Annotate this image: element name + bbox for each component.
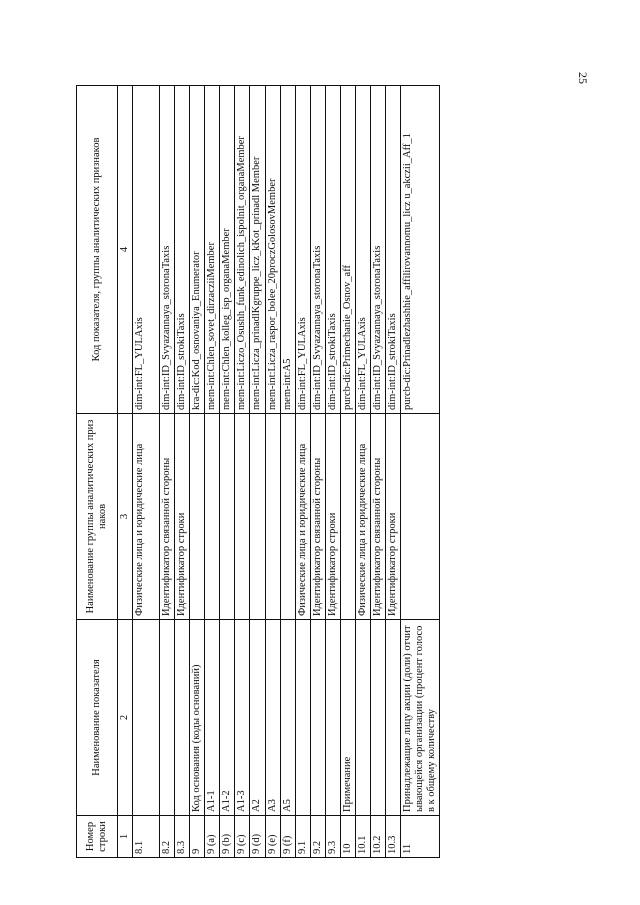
cell-code: mem-int:Liczo_Osushh_funk_edinolich_ispolnit_organaMember	[235, 86, 250, 414]
table-row	[310, 86, 325, 858]
cell-row-number: 10	[340, 816, 355, 858]
table-row	[340, 86, 355, 858]
cell-row-number: 9.1	[295, 816, 310, 858]
col-number: 2	[118, 620, 133, 816]
table-row	[280, 86, 295, 858]
cell-group: Идентификатор строки	[386, 414, 401, 620]
cell-indicator: Примечание	[340, 620, 355, 816]
col-number: 1	[118, 816, 133, 858]
table-row	[133, 86, 160, 858]
cell-code: dim-int:ID_strokiTaxis	[325, 86, 340, 414]
cell-group: Идентификатор связанной стороны	[310, 414, 325, 620]
cell-code: dim-int:ID_Svyazannaya_storonaTaxis	[160, 86, 175, 414]
cell-group: Идентификатор строки	[175, 414, 190, 620]
cell-row-number: 8.1	[133, 816, 160, 858]
rotated-page	[76, 86, 536, 858]
cell-row-number: 9.2	[310, 816, 325, 858]
cell-code: dim-int:ID_Svyazannaya_storonaTaxis	[370, 86, 385, 414]
cell-group	[340, 414, 355, 620]
cell-indicator: Принадлежащие лицу акции (доли) отчитывающейся организации (процент голосов к общему количеству	[401, 620, 440, 816]
cell-row-number: 9	[190, 816, 205, 858]
table-row	[386, 86, 401, 858]
table-row	[265, 86, 280, 858]
cell-row-number: 9.3	[325, 816, 340, 858]
column-number-row	[118, 86, 133, 858]
cell-code: dim-int:FL_YULAxis	[355, 86, 370, 414]
cell-indicator: Код основания (коды оснований)	[190, 620, 205, 816]
table-row	[235, 86, 250, 858]
cell-group	[205, 414, 220, 620]
cell-code: dim-int:FL_YULAxis	[295, 86, 310, 414]
table-row	[370, 86, 385, 858]
cell-group	[220, 414, 235, 620]
cell-code: dim-int:FL_YULAxis	[133, 86, 160, 414]
page-number: 25	[576, 72, 590, 84]
cell-indicator	[370, 620, 385, 816]
cell-indicator	[295, 620, 310, 816]
table-header-row	[77, 86, 118, 858]
cell-row-number: 11	[401, 816, 440, 858]
header-code: Код показателя, группы аналитических признаков	[77, 86, 118, 414]
col-number: 3	[118, 414, 133, 620]
cell-row-number: 9 (d)	[250, 816, 265, 858]
cell-indicator	[133, 620, 160, 816]
table-row	[355, 86, 370, 858]
cell-row-number: 9 (c)	[235, 816, 250, 858]
cell-code: mem-int:Chlen_sovet_dirzacziiMember	[205, 86, 220, 414]
cell-code: dim-int:ID_strokiTaxis	[386, 86, 401, 414]
cell-indicator: A1-2	[220, 620, 235, 816]
cell-row-number: 8.2	[160, 816, 175, 858]
cell-indicator	[386, 620, 401, 816]
cell-group	[401, 414, 440, 620]
cell-row-number: 9 (e)	[265, 816, 280, 858]
cell-group: Идентификатор строки	[325, 414, 340, 620]
cell-code: purcb-dic:Primechanie_Osnov_aff	[340, 86, 355, 414]
cell-row-number: 10.1	[355, 816, 370, 858]
cell-indicator: A3	[265, 620, 280, 816]
cell-code: purcb-dic:Prinadlezhashhie_affilirovannomu_licz u_akczii_Aff_1	[401, 86, 440, 414]
cell-group: Физические лица и юридические лица	[355, 414, 370, 620]
cell-group	[265, 414, 280, 620]
cell-code: mem-int:Licza_prinadlKgruppe_licz_kKot_prinadl Member	[250, 86, 265, 414]
table-row	[160, 86, 175, 858]
cell-code: mem-int:Chlen_kolleg_isp_organaMember	[220, 86, 235, 414]
table-row	[250, 86, 265, 858]
cell-code: mem-int:Licza_raspor_bolee_20proczGolosovMember	[265, 86, 280, 414]
cell-group	[250, 414, 265, 620]
cell-group: Физические лица и юридические лица	[133, 414, 160, 620]
cell-row-number: 10.3	[386, 816, 401, 858]
cell-row-number: 9 (b)	[220, 816, 235, 858]
header-indicator-name: Наименование показателя	[77, 620, 118, 816]
indicators-table	[76, 85, 440, 858]
table-row	[190, 86, 205, 858]
cell-indicator: A5	[280, 620, 295, 816]
table-row	[205, 86, 220, 858]
cell-group: Идентификатор связанной стороны	[370, 414, 385, 620]
cell-row-number: 9 (a)	[205, 816, 220, 858]
cell-indicator	[160, 620, 175, 816]
cell-group	[235, 414, 250, 620]
cell-code: mem-int:A5	[280, 86, 295, 414]
cell-group	[280, 414, 295, 620]
table-row	[401, 86, 440, 858]
table-row	[325, 86, 340, 858]
cell-code: kra-dic:Kod_osnovaniya_Enumerator	[190, 86, 205, 414]
cell-group	[190, 414, 205, 620]
cell-code: dim-int:ID_strokiTaxis	[175, 86, 190, 414]
table-row	[220, 86, 235, 858]
cell-indicator	[355, 620, 370, 816]
cell-group: Идентификатор связанной стороны	[160, 414, 175, 620]
cell-indicator	[175, 620, 190, 816]
table-row	[175, 86, 190, 858]
cell-row-number: 8.3	[175, 816, 190, 858]
header-row-number: Номер строки	[77, 816, 118, 858]
cell-indicator: A1-1	[205, 620, 220, 816]
cell-group: Физические лица и юридические лица	[295, 414, 310, 620]
cell-indicator	[325, 620, 340, 816]
cell-indicator: A1-3	[235, 620, 250, 816]
table-row	[295, 86, 310, 858]
cell-indicator	[310, 620, 325, 816]
cell-indicator: A2	[250, 620, 265, 816]
col-number: 4	[118, 86, 133, 414]
header-group-name: Наименование группы аналитических признаков	[77, 414, 118, 620]
cell-code: dim-int:ID_Svyazannaya_storonaTaxis	[310, 86, 325, 414]
cell-row-number: 10.2	[370, 816, 385, 858]
cell-row-number: 9 (f)	[280, 816, 295, 858]
